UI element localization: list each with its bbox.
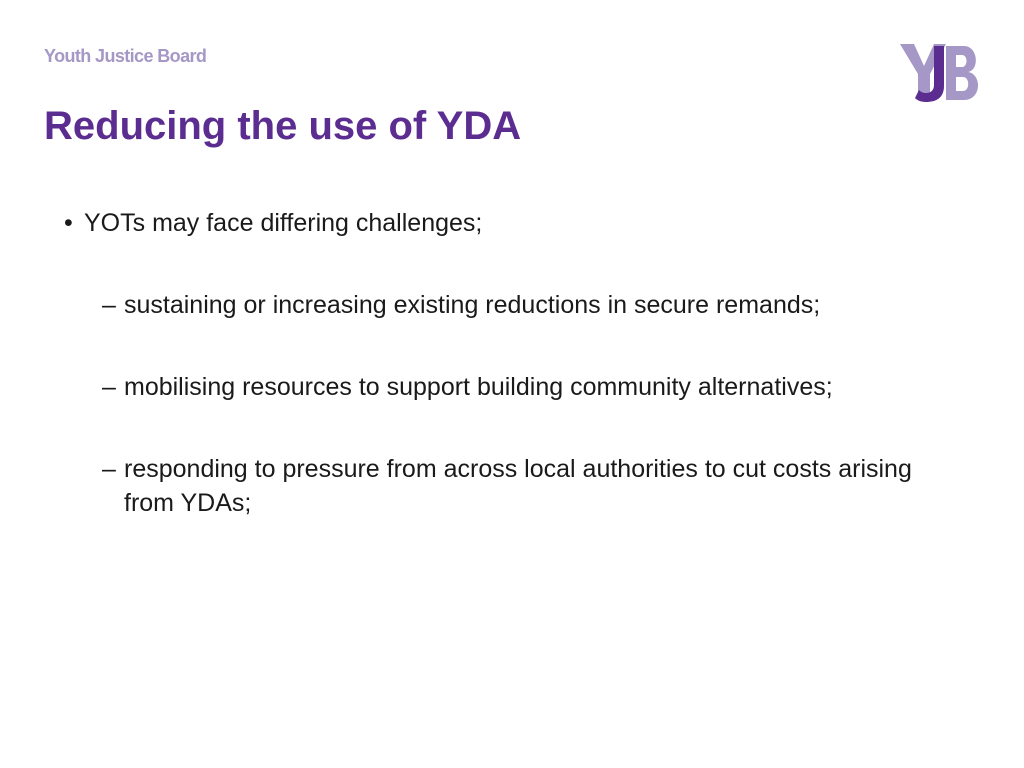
sub-bullet-text: mobilising resources to support building community alternatives; [124,373,833,401]
slide-title: Reducing the use of YDA [44,104,522,148]
dash-marker: – [102,455,116,483]
sub-bullet-item [60,370,960,404]
yjb-logo [900,42,982,104]
dash-marker: – [102,373,116,401]
sub-bullet-text: sustaining or increasing existing reductions in secure remands; [124,291,821,319]
sub-bullet-text: responding to pressure from across local authorities to cut costs arising from YDAs; [124,455,912,517]
bullet-item [60,206,960,240]
org-name: Youth Justice Board [44,46,207,66]
bullet-text: YOTs may face differing challenges; [84,209,483,237]
bullet-marker: • [64,209,73,237]
slide-content [60,206,960,568]
sub-bullet-item [60,288,960,322]
sub-bullet-item [60,452,960,520]
dash-marker: – [102,291,116,319]
